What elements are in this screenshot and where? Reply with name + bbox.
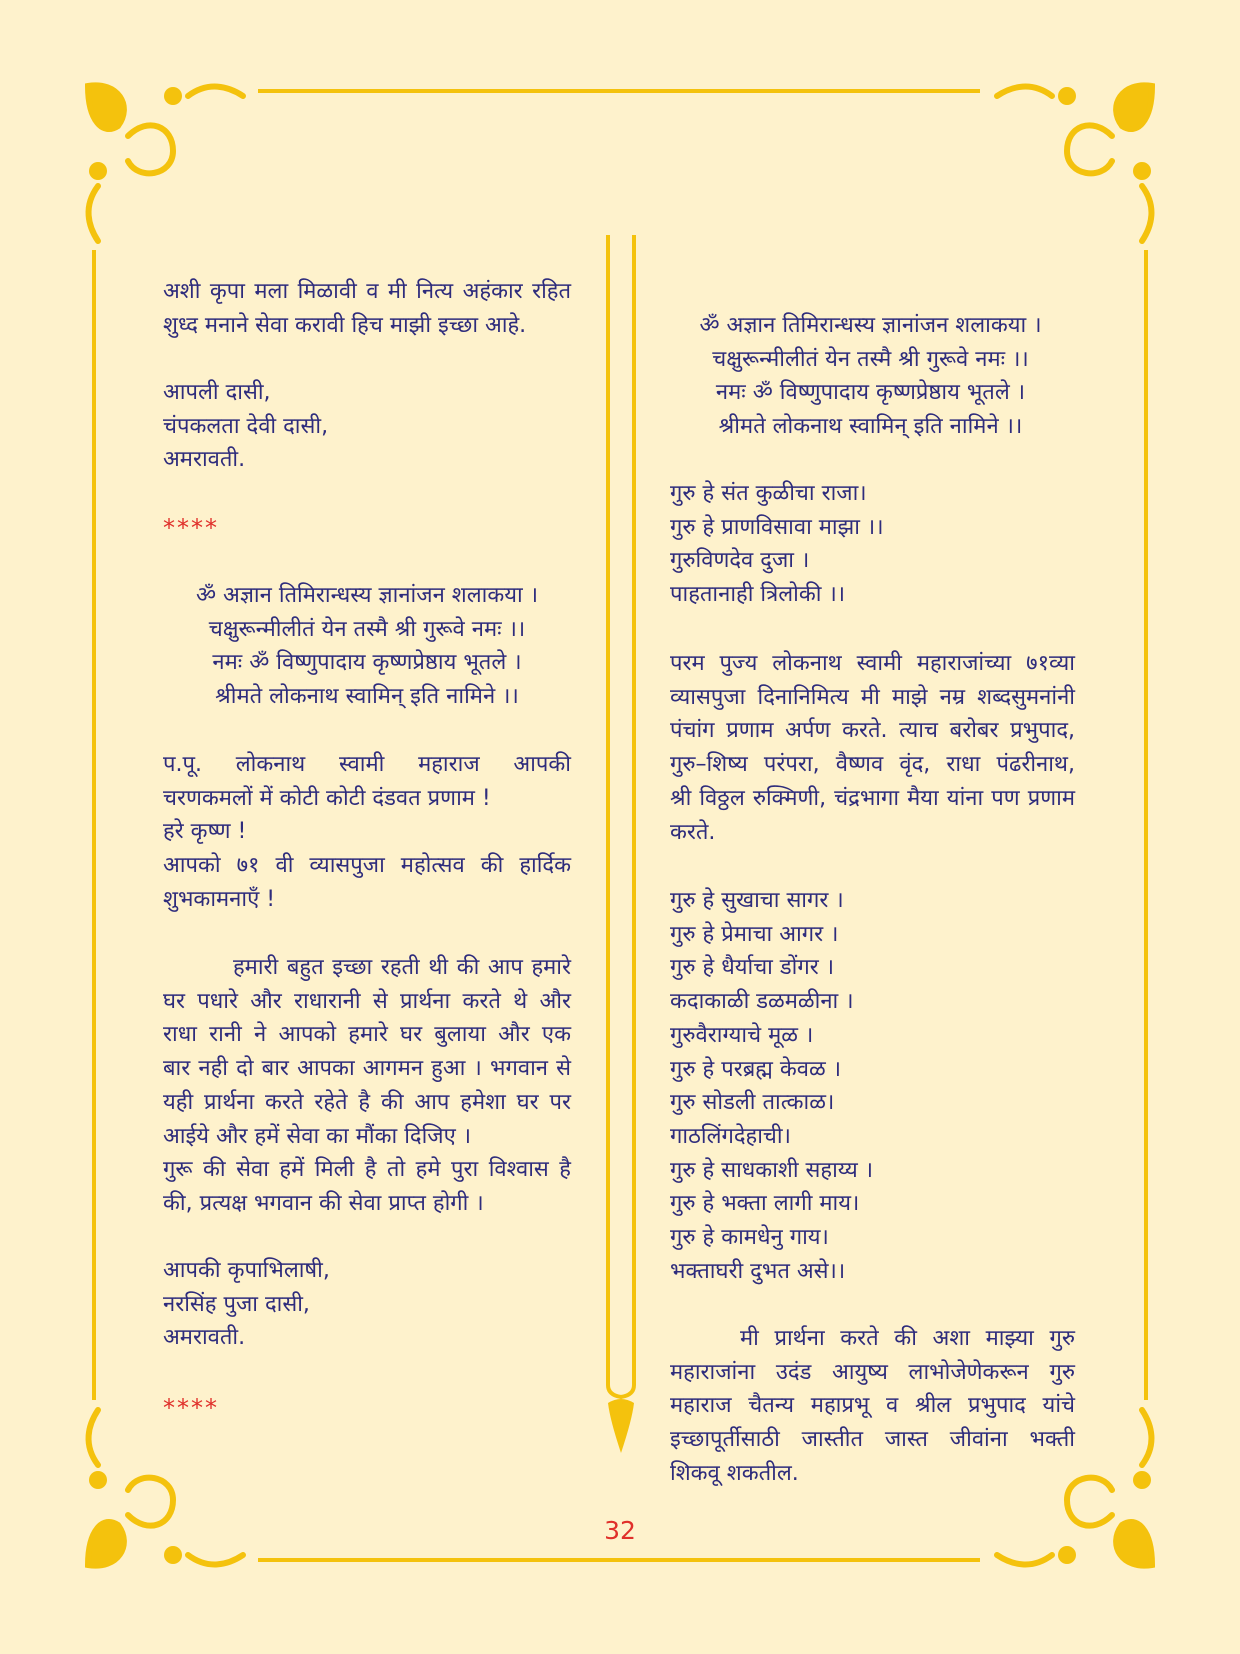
text-line: हमारी बहुत इच्छा रहती थी की आप हमारे <box>233 955 571 980</box>
text-line: महाराज चैतन्य महाप्रभू व श्रील प्रभुपाद यांचे <box>670 1393 1075 1419</box>
poem-line: कदाकाळी डळमळीना । <box>670 989 854 1015</box>
page-number: 32 <box>604 1516 636 1545</box>
poem-line: भक्ताघरी दुभत असे।। <box>670 1258 846 1284</box>
poem-line: गुरु हे सुखाचा सागर । <box>670 888 844 913</box>
poem-line: गुरुवैराग्याचे मूळ । <box>670 1022 814 1048</box>
text-line: महाराजांना उदंड आयुष्य लाभोजेणेकरून गुरु <box>670 1359 1075 1385</box>
left-verse <box>163 579 571 714</box>
poem-line: गुरुविणदेव दुजा । <box>670 548 810 574</box>
text-line: आईये और हमें सेवा का मौंका दिजिए । <box>163 1123 472 1149</box>
text-line: आपको ७१ वी व्यासपुजा महोत्सव की हार्दिक <box>163 853 571 879</box>
right-paragraph-1 <box>670 647 1075 849</box>
separator-stars: **** <box>163 1394 219 1422</box>
text-line: परम पुज्य लोकनाथ स्वामी महाराजांच्या ७१व्या <box>670 651 1075 676</box>
border-top-line <box>258 89 980 93</box>
corner-ornament-icon <box>78 1400 253 1575</box>
verse-line: चक्षुरून्मीलीतं येन तस्मै श्री गुरूवे नमः ।। <box>208 616 526 642</box>
text-line: शुध्द मनाने सेवा करावी हिच माझी इच्छा आहे. <box>163 312 527 338</box>
corner-ornament-icon <box>987 76 1162 251</box>
text-line: अशी कृपा मला मिळावी व मी नित्य अहंकार रहित <box>163 279 571 304</box>
border-bottom-line <box>258 1558 980 1562</box>
right-poem-2 <box>670 884 873 1288</box>
poem-line: गुरु हे संत कुळीचा राजा। <box>670 481 867 506</box>
poem-line: पाहतानाही त्रिलोकी ।। <box>670 582 846 608</box>
right-poem-1 <box>670 477 884 612</box>
verse-line: श्रीमते लोकनाथ स्वामिन् इति नामिने ।। <box>718 414 1023 440</box>
text-line: गुरु–शिष्य परंपरा, वैष्णव वृंद, राधा पंढरीनाथ, <box>670 752 1075 778</box>
poem-line: गुरु हे धैर्याचा डोंगर । <box>670 955 835 981</box>
text-line: शिकवू शकतील. <box>670 1460 799 1486</box>
left-paragraph-1 <box>163 275 571 342</box>
text-line: करते. <box>670 819 716 845</box>
text-line: इच्छापूर्तीसाठी जास्तीत जास्त जीवांना भक्ती <box>670 1427 1075 1453</box>
verse-line: ॐ अज्ञान तिमिरान्धस्य ज्ञानांजन शलाकया । <box>195 583 539 608</box>
text-line: अमरावती. <box>163 1325 246 1351</box>
verse-line: चक्षुरून्मीलीतं येन तस्मै श्री गुरूवे नमः ।। <box>712 346 1029 372</box>
column-divider <box>598 235 644 1460</box>
text-line: शुभकामनाएँ ! <box>163 886 276 912</box>
poem-line: गाठलिंगदेहाची। <box>670 1123 791 1149</box>
poem-line: गुरु सोडली तात्काळ। <box>670 1090 835 1116</box>
poem-line: गुरु हे भक्ता लागी माय। <box>670 1191 860 1217</box>
text-line: पंचांग प्रणाम अर्पण करते. त्याच बरोबर प्रभुपाद, <box>670 718 1075 744</box>
text-line: चंपकलता देवी दासी, <box>163 413 329 439</box>
text-line: व्यासपुजा दिनानिमित्य मी माझे नम्र शब्दसुमनांनी <box>670 684 1075 710</box>
text-line: चरणकमलों में कोटी कोटी दंडवत प्रणाम ! <box>163 785 491 811</box>
right-paragraph-2 <box>670 1322 1075 1491</box>
text-line: आपली दासी, <box>163 380 271 405</box>
text-line: गुरू की सेवा हमें मिली है तो हमे पुरा विश्वास है <box>163 1157 571 1183</box>
border-right-line <box>1144 250 1148 1400</box>
text-line: श्री विठ्ठल रुक्मिणी, चंद्रभागा मैया यांना पण प्रणाम <box>670 785 1075 811</box>
verse-line: नमः ॐ विष्णुपादाय कृष्णप्रेष्ठाय भूतले । <box>212 650 522 676</box>
text-line: राधा रानी ने आपको हमारे घर बुलाया और एक <box>163 1022 571 1048</box>
text-line: मी प्रार्थना करते की अशा माझ्या गुरु <box>740 1326 1075 1351</box>
text-line: बार नही दो बार आपका आगमन हुआ । भगवान से <box>163 1056 571 1082</box>
border-left-line <box>92 250 96 1400</box>
corner-ornament-icon <box>78 76 253 251</box>
text-line: यही प्रार्थना करते रहेते है की आप हमेशा घर पर <box>163 1089 571 1115</box>
poem-line: गुरु हे साधकाशी सहाय्य । <box>670 1157 874 1183</box>
poem-line: गुरु हे प्राणविसावा माझा ।। <box>670 514 884 540</box>
text-line: नरसिंह पुजा दासी, <box>163 1291 310 1317</box>
text-line: प.पू. लोकनाथ स्वामी महाराज आपकी <box>163 752 571 777</box>
text-line: हरे कृष्ण ! <box>163 819 247 845</box>
verse-line: श्रीमते लोकनाथ स्वामिन् इति नामिने ।। <box>215 684 519 710</box>
text-line: की, प्रत्यक्ष भगवान की सेवा प्राप्त होगी । <box>163 1190 484 1216</box>
verse-line: ॐ अज्ञान तिमिरान्धस्य ज्ञानांजन शलाकया । <box>699 313 1042 338</box>
poem-line: गुरु हे प्रेमाचा आगर । <box>670 921 839 947</box>
separator-stars: **** <box>163 514 219 542</box>
left-signature-2 <box>163 1254 330 1355</box>
poem-line: गुरु हे परब्रह्म केवळ । <box>670 1056 842 1082</box>
text-line: अमरावती. <box>163 447 246 473</box>
left-signature-1 <box>163 376 328 477</box>
text-line: आपकी कृपाभिलाषी, <box>163 1258 330 1283</box>
verse-line: नमः ॐ विष्णुपादाय कृष्णप्रेष्ठाय भूतले । <box>715 380 1026 406</box>
text-line: घर पधारे और राधारानी से प्रार्थना करते थे और <box>163 988 571 1014</box>
poem-line: गुरु हे कामधेनु गाय। <box>670 1225 829 1251</box>
left-paragraph-2 <box>163 748 571 917</box>
left-paragraph-3 <box>163 951 571 1221</box>
right-verse <box>668 309 1073 444</box>
